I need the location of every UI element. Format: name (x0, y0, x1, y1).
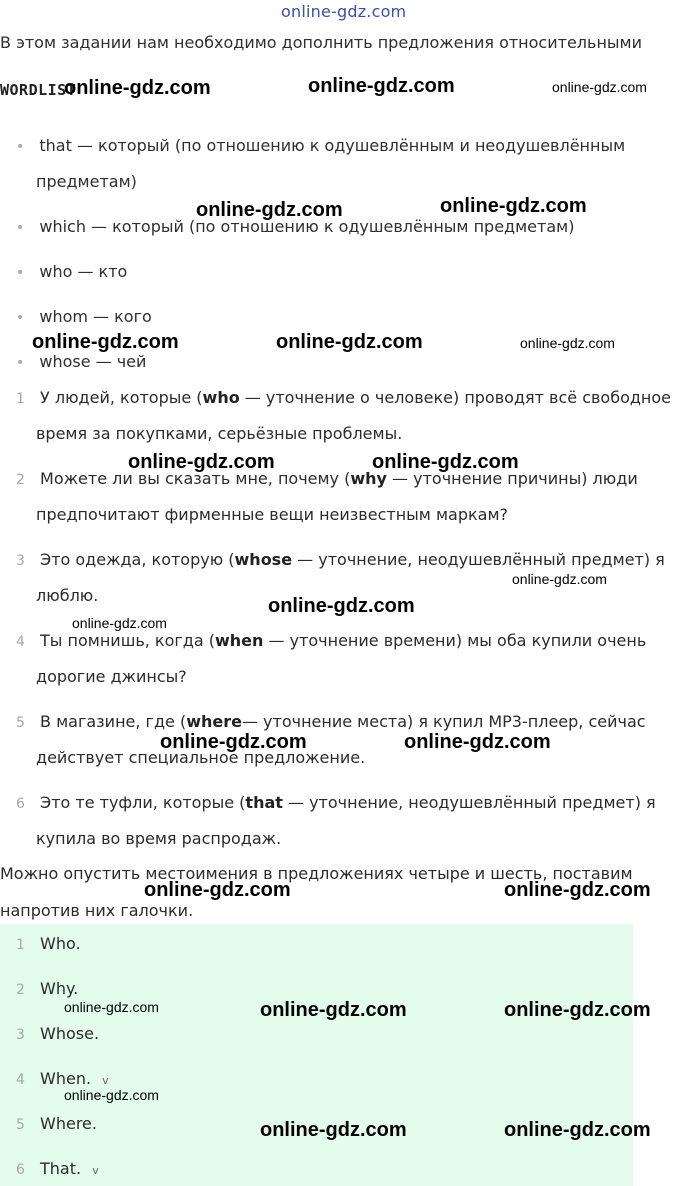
answer-item (16, 1024, 99, 1043)
watermark: online-gdz.com (160, 731, 307, 753)
pronoun: who (202, 388, 240, 407)
item-number: 3 (16, 1027, 25, 1043)
answer-text: Whose. (40, 1024, 100, 1043)
bullet-icon: • (16, 220, 25, 236)
list-item (16, 262, 127, 281)
bullet-icon: • (16, 310, 25, 326)
pronoun: where (186, 712, 242, 731)
conclusion-text: Можно опустить местоимения в предложениях четыре и шесть, поставим (0, 864, 633, 883)
answer-item (16, 1159, 99, 1178)
bullet-icon: • (16, 139, 25, 155)
watermark: online-gdz.com (260, 999, 407, 1021)
sentence-item (16, 712, 646, 731)
sentence-text: дорогие джинсы? (36, 667, 187, 686)
wordlist-item-text: that — который (по отношению к одушевлённым и неодушевлённым (39, 136, 626, 155)
watermark: online-gdz.com (144, 879, 291, 901)
watermark: online-gdz.com (504, 999, 651, 1021)
sentence-text: люблю. (36, 586, 99, 605)
answer-text: When. (40, 1069, 92, 1088)
sentence-item (16, 388, 671, 407)
list-item (16, 136, 625, 155)
watermark: online-gdz.com (372, 451, 519, 473)
item-number: 6 (16, 796, 25, 812)
answer-item (16, 979, 78, 998)
list-item (16, 307, 152, 326)
answer-item (16, 1114, 97, 1133)
sentence-text: В магазине, где (where— уточнение места) я купил МР3-плеер, сейчас (40, 712, 646, 731)
answer-item (16, 1069, 109, 1088)
item-number: 2 (16, 982, 25, 998)
item-number: 4 (16, 1072, 25, 1088)
item-number: 3 (16, 553, 25, 569)
watermark: online-gdz.com (512, 571, 607, 587)
sentence-text: Ты помнишь, когда (when — уточнение времени) мы оба купили очень (40, 631, 647, 650)
watermark: online-gdz.com (260, 1119, 407, 1141)
wordlist-item-text: предметам) (36, 172, 137, 191)
wordlist-item-text: which — который (по отношению к одушевлённым предметам) (39, 217, 575, 236)
sentence-text: предпочитают фирменные вещи неизвестным маркам? (36, 505, 508, 524)
sentence-text: Это те туфли, которые (that — уточнение, неодушевлённый предмет) я (40, 793, 656, 812)
sentence-text: У людей, которые (who — уточнение о человеке) проводят всё свободное (40, 388, 672, 407)
conclusion-text: напротив них галочки. (0, 901, 194, 920)
watermark: online-gdz.com (32, 331, 179, 353)
sentence-text: купила во время распродаж. (36, 829, 282, 848)
pronoun: that (245, 793, 283, 812)
sentence-text: время за покупками, серьёзные проблемы. (36, 424, 403, 443)
item-number: 5 (16, 1117, 25, 1133)
watermark: online-gdz.com (404, 731, 551, 753)
item-number: 4 (16, 634, 25, 650)
sentence-text: Это одежда, которую (whose — уточнение, неодушевлённый предмет) я (40, 550, 665, 569)
intro-text: В этом задании нам необходимо дополнить предложения относительными (0, 33, 643, 52)
watermark: online-gdz.com (72, 615, 167, 631)
watermark: online-gdz.com (504, 879, 651, 901)
watermark: online-gdz.com (276, 331, 423, 353)
sentence-item (16, 631, 646, 650)
pronoun: whose (234, 550, 293, 569)
sentence-item (16, 469, 638, 488)
wordlist-item-text: whom — кого (39, 307, 152, 326)
answer-text: That. (40, 1159, 82, 1178)
item-number: 5 (16, 715, 25, 731)
watermark: online-gdz.com (308, 75, 455, 97)
item-number: 6 (16, 1162, 25, 1178)
bullet-icon: • (16, 265, 25, 281)
watermark: online-gdz.com (552, 79, 647, 95)
bullet-icon: • (16, 355, 25, 371)
sentence-text: Можете ли вы сказать мне, почему (why — уточнение причины) люди (40, 469, 638, 488)
watermark: online-gdz.com (196, 199, 343, 221)
item-number: 1 (16, 937, 25, 953)
watermark: online-gdz.com (504, 1119, 651, 1141)
sentence-item (16, 793, 656, 812)
item-number: 2 (16, 472, 25, 488)
list-item (16, 352, 146, 371)
answer-text: Who. (40, 934, 81, 953)
watermark: online-gdz.com (440, 195, 587, 217)
watermark: online-gdz.com (520, 335, 615, 351)
watermark: online-gdz.com (268, 595, 415, 617)
header-watermark: online-gdz.com (281, 2, 407, 21)
answers-panel (0, 924, 633, 1186)
answer-text: Where. (40, 1114, 97, 1133)
check-icon: v (102, 1074, 109, 1087)
answer-item (16, 934, 81, 953)
sentence-text: действует специальное предложение. (36, 748, 366, 767)
answer-text: Why. (40, 979, 79, 998)
wordlist-label: WORDLIST (0, 81, 77, 99)
watermark: online-gdz.com (128, 451, 275, 473)
wordlist-item-text: who — кто (39, 262, 128, 281)
watermark: online-gdz.com (64, 77, 211, 99)
check-icon: v (92, 1164, 99, 1177)
pronoun: when (214, 631, 264, 650)
pronoun: why (350, 469, 387, 488)
item-number: 1 (16, 391, 25, 407)
watermark: online-gdz.com (64, 999, 159, 1015)
wordlist-item-text: whose — чей (39, 352, 147, 371)
watermark: online-gdz.com (64, 1087, 159, 1103)
sentence-item (16, 550, 665, 569)
